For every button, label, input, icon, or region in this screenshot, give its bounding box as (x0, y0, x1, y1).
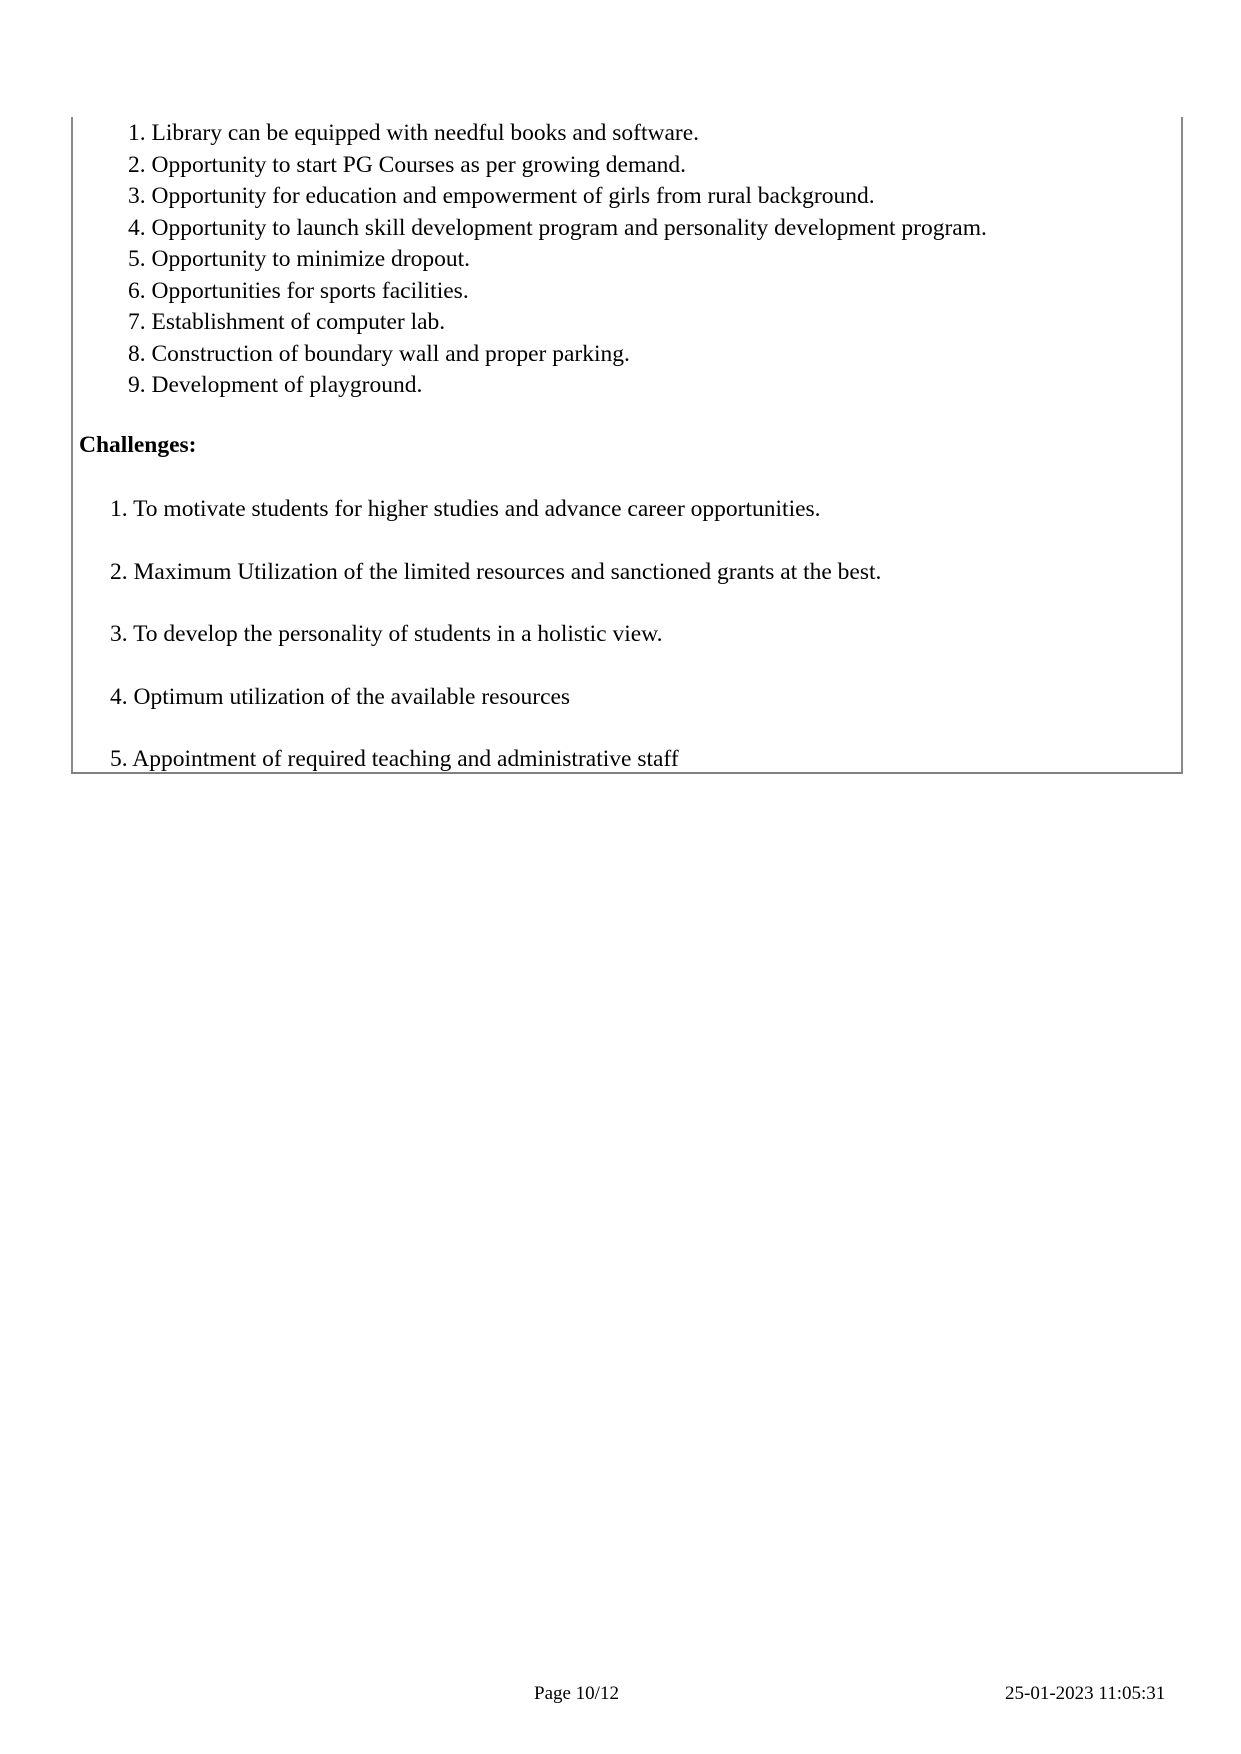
opportunity-item (128, 151, 686, 179)
list-text: Construction of boundary wall and proper parking. (151, 340, 630, 367)
list-text: Opportunities for sports facilities. (151, 277, 469, 304)
opportunity-item (128, 340, 630, 368)
list-text: To motivate students for higher studies and advance career opportunities. (133, 496, 821, 522)
opportunity-item (128, 214, 987, 242)
list-text: Opportunity to launch skill development program and personality development program. (151, 214, 987, 241)
list-number: 9. (128, 372, 146, 398)
challenge-item (110, 495, 821, 523)
list-text: Opportunity for education and empowerment of girls from rural background. (151, 183, 875, 209)
print-timestamp: 25-01-2023 11:05:31 (1005, 1683, 1166, 1704)
list-text: Establishment of computer lab. (151, 309, 446, 335)
list-number: 6. (128, 277, 146, 304)
list-text: Development of playground. (151, 372, 423, 398)
list-number: 2. (128, 151, 146, 178)
opportunity-item (128, 182, 875, 210)
list-text: Opportunity to start PG Courses as per growing demand. (151, 151, 687, 178)
list-number: 3. (110, 621, 128, 647)
challenge-item (110, 558, 881, 586)
list-number: 1. (110, 496, 128, 522)
list-number: 4. (110, 683, 128, 710)
challenge-item (110, 683, 570, 711)
list-text: Library can be equipped with needful books and software. (151, 120, 699, 146)
list-text: To develop the personality of students in a holistic view. (133, 621, 663, 647)
opportunity-item (128, 308, 445, 336)
list-number: 2. (110, 558, 128, 585)
list-text: Optimum utilization of the available resources (133, 683, 571, 710)
challenge-item (110, 745, 679, 773)
list-number: 4. (128, 214, 146, 241)
challenge-item (110, 620, 662, 648)
list-number: 3. (128, 183, 146, 209)
list-text: Appointment of required teaching and administrative staff (132, 746, 679, 772)
challenges-heading: Challenges: (79, 432, 197, 458)
opportunity-item (128, 277, 469, 305)
list-number: 8. (128, 340, 146, 367)
list-number: 1. (128, 120, 146, 146)
opportunity-item (128, 371, 422, 399)
list-text: Opportunity to minimize dropout. (151, 246, 471, 272)
list-number: 7. (128, 309, 146, 335)
opportunity-item (128, 245, 470, 273)
list-number: 5. (110, 746, 128, 772)
page-number: Page 10/12 (534, 1683, 619, 1704)
list-number: 5. (128, 246, 146, 272)
list-text: Maximum Utilization of the limited resources and sanctioned grants at the best. (133, 558, 882, 585)
opportunity-item (128, 119, 699, 147)
